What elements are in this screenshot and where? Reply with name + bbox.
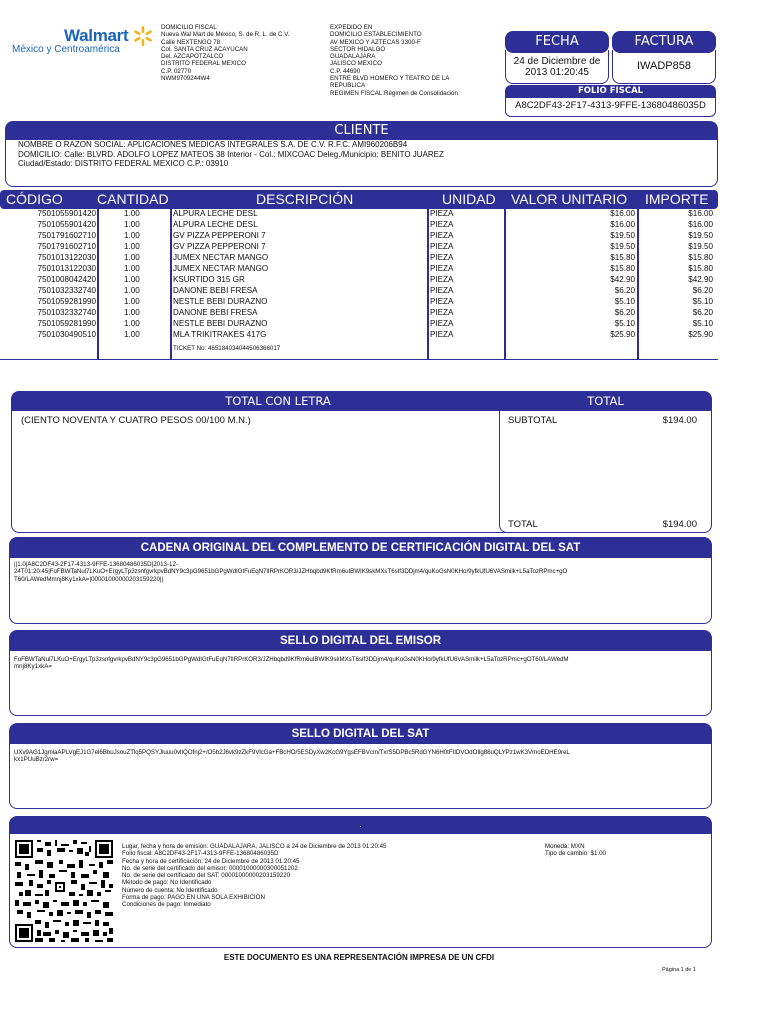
folio-fiscal-box xyxy=(505,96,716,117)
expedition-line: SECTOR HIDALGO xyxy=(330,45,386,53)
certificate-detail-line: Folio fiscal: A8C2DF43-2F17-4313-9FFE-13680486035D xyxy=(122,850,279,858)
expedition-line: DOMICILIO ESTABLECIMIENTO xyxy=(330,31,422,39)
currency-info xyxy=(545,843,685,858)
cell-unidad: PIEZA xyxy=(430,242,454,251)
cell-descripcion: GV PIZZA PEPPERONI 7 xyxy=(173,242,266,251)
cell-cantidad: 1.00 xyxy=(124,220,140,229)
cadena-title: CADENA ORIGINAL DEL COMPLEMENTO DE CERTIFICACIÓN DIGITAL DEL SAT xyxy=(140,542,581,554)
cell-codigo: 7501059281990 xyxy=(37,297,96,306)
cell-importe: $16.00 xyxy=(688,220,713,229)
cliente-title-bar xyxy=(6,122,717,140)
cell-codigo: 7501032332740 xyxy=(37,286,96,295)
sello-sat-line: UXv9AG1JgmlaAPLVgEJ1G7el6BbuJsouZTlq5PQSYJluuu0vlIQOfnj2+/O5b2J6vk9zZkF9VlcGa+FBcHO/5ESDyXw2KcG9YgsEFBVcm/TxrS5DPBc5RdGYN6H0tFIIDVOdOIlg88uQLYPz1wK3VmoEDHE9reL xyxy=(14,749,570,756)
cell-codigo: 7501059281990 xyxy=(37,319,96,328)
folio-fiscal-label: FOLIO FISCAL xyxy=(577,86,644,96)
cell-importe: $6.20 xyxy=(692,308,713,317)
cell-valor-unitario: $5.10 xyxy=(614,297,635,306)
cell-cantidad: 1.00 xyxy=(124,319,140,328)
cell-importe: $25.90 xyxy=(688,330,713,339)
expedition-line: ENTRE BLVD HOMERO Y TEATRO DE LA xyxy=(330,75,450,83)
cell-valor-unitario: $15.80 xyxy=(610,264,635,273)
logo-subtitle: México y Centroamérica xyxy=(12,44,120,55)
total-letra-box xyxy=(11,391,545,533)
certificate-detail-line: Número de cuenta: No Identificado xyxy=(122,886,218,894)
cell-cantidad: 1.00 xyxy=(124,242,140,251)
cell-descripcion: GV PIZZA PEPPERONI 7 xyxy=(173,231,266,240)
cell-codigo: 7501055901420 xyxy=(37,209,96,218)
cell-valor-unitario: $42.90 xyxy=(610,275,635,284)
expedition-line: EXPEDIDO EN xyxy=(330,24,373,31)
cell-descripcion: ALPURA LECHE DESL xyxy=(173,220,258,229)
cell-unidad: PIEZA xyxy=(430,275,454,284)
issuer-line: DOMICILIO FISCAL xyxy=(161,24,217,31)
col-header-valor-unitario: VALOR UNITARIO xyxy=(511,191,628,207)
cell-cantidad: 1.00 xyxy=(124,253,140,262)
expedition-line: AV MEXICO Y AZTECAS 3300-F xyxy=(330,38,421,46)
cell-codigo: 7501791602710 xyxy=(37,231,96,240)
cell-unidad: PIEZA xyxy=(430,264,454,273)
expedition-line: REGIMEN FISCAL:Régimen de Consolidación xyxy=(330,89,458,97)
expedition-block xyxy=(330,24,505,97)
expedition-line: C.P. 44690 xyxy=(330,67,361,75)
logo-wordmark: Walmart xyxy=(64,26,129,45)
col-header-codigo: CÓDIGO xyxy=(6,191,63,207)
issuer-line: DISTRITO FEDERAL MEXICO xyxy=(161,60,246,68)
table-row xyxy=(0,220,718,230)
cell-codigo: 7501055901420 xyxy=(37,220,96,229)
certificate-detail-line: Lugar, fecha y hora de emisión: GUADALAJARA, JALISCO a 24 de Diciembre de 2013 01:20:45 xyxy=(122,843,387,850)
totals-title: TOTAL xyxy=(587,394,624,408)
col-header-cantidad: CANTIDAD xyxy=(97,191,169,207)
certificate-title: . xyxy=(359,820,362,830)
walmart-logo xyxy=(12,24,152,64)
cell-codigo: 7501013122030 xyxy=(37,253,96,262)
certificate-detail-line: Condiciones de pago: Inmediato xyxy=(122,901,211,909)
issuer-line: Del. AZCAPOTZALCO xyxy=(161,53,224,61)
cell-codigo: 7501032332740 xyxy=(37,308,96,317)
cell-cantidad: 1.00 xyxy=(124,209,140,218)
cell-unidad: PIEZA xyxy=(430,231,454,240)
table-row xyxy=(0,209,718,219)
factura-value: IWADP858 xyxy=(636,60,691,72)
cell-valor-unitario: $16.00 xyxy=(610,220,635,229)
table-row xyxy=(0,264,718,274)
sello-sat-title-bar xyxy=(10,724,711,744)
table-row xyxy=(0,253,718,263)
cell-descripcion: DANONE BEBI FRESA xyxy=(173,286,258,295)
issuer-line: Calle NEXTENGO 78 xyxy=(161,38,221,46)
cell-importe: $15.80 xyxy=(688,264,713,273)
table-row xyxy=(0,231,718,241)
table-row xyxy=(0,308,718,318)
subtotal-value: $194.00 xyxy=(662,415,697,426)
cell-unidad: PIEZA xyxy=(430,253,454,262)
cell-codigo: 7501008042420 xyxy=(37,275,96,284)
cell-importe: $5.10 xyxy=(692,319,713,328)
subtotal-label: SUBTOTAL xyxy=(508,415,558,426)
total-letra-title: TOTAL CON LETRA xyxy=(225,394,331,408)
cell-importe: $6.20 xyxy=(692,286,713,295)
cell-unidad: PIEZA xyxy=(430,330,454,339)
ticket-number: TICKET No: 465184034044506366017 xyxy=(173,345,281,352)
certificate-detail-line: Método de pago: No Identificado xyxy=(122,879,212,887)
cell-codigo: 7501030490510 xyxy=(37,330,96,339)
sello-sat-title: SELLO DIGITAL DEL SAT xyxy=(291,728,430,740)
sello-emisor-line: FoFBWTaNul7LKuO+ErgyLTp3zsnfgvrkpvBdNY9c3pG9651bGPgWdIGtFuEqN7lIRPrKOR3/JZHbqbd9KfRm6uIBWIK9skMXsT6sIf3DDjm4/quKoGsN0KHo/9yfkUfU6VASmilk+L5aTozRPmc+gOT60/LAWedM xyxy=(14,656,569,663)
sello-sat-line: kx1PUuBz/2rw= xyxy=(14,756,59,764)
folio-fiscal-value: A8C2DF43-2F17-4313-9FFE-13680486035D xyxy=(515,100,706,111)
cell-cantidad: 1.00 xyxy=(124,264,140,273)
issuer-line: NWM9709244W4 xyxy=(161,75,210,83)
sello-emisor-title-bar xyxy=(10,631,711,651)
moneda: Moneda: MXN xyxy=(545,843,585,850)
sello-emisor-line: mnj8Ky1xkA= xyxy=(14,663,53,671)
cell-cantidad: 1.00 xyxy=(124,275,140,284)
totals-box xyxy=(499,391,712,533)
fecha-value-box xyxy=(505,50,609,84)
cell-descripcion: NESTLE BEBI DURAZNO xyxy=(173,297,268,306)
cadena-line: ||1.0|A8C2DF43-2F17-4313-9FFE-13680486035D|2013-12- xyxy=(14,561,178,568)
cliente-line: Ciudad/Estado: DISTRITO FEDERAL MEXICO C.P.: 03910 xyxy=(18,159,229,169)
sello-emisor-box xyxy=(9,630,712,716)
totals-title-bar xyxy=(500,392,711,411)
cell-descripcion: KSURTIDO 315 GR xyxy=(173,275,245,284)
certificate-detail-line: Fecha y hora de certificación: 24 de Diciembre de 2013 01:20:45 xyxy=(122,857,300,865)
page-number: Página 1 de 1 xyxy=(662,967,696,973)
table-row xyxy=(0,275,718,285)
cell-descripcion: NESTLE BEBI DURAZNO xyxy=(173,319,268,328)
cell-valor-unitario: $6.20 xyxy=(614,286,635,295)
issuer-line: Col. SANTA CRUZ ACAYUCAN xyxy=(161,45,248,53)
cell-cantidad: 1.00 xyxy=(124,308,140,317)
tipo-de-cambio: Tipo de cambio: $1.00 xyxy=(545,850,606,858)
cell-valor-unitario: $6.20 xyxy=(614,308,635,317)
cell-descripcion: DANONE BEBI FRESA xyxy=(173,308,258,317)
cell-descripcion: MLA TRIKITRAKES 417G xyxy=(173,330,267,339)
factura-value-box xyxy=(612,50,716,84)
cell-unidad: PIEZA xyxy=(430,308,454,317)
factura-label: FACTURA xyxy=(634,34,694,49)
cell-unidad: PIEZA xyxy=(430,297,454,306)
qr-code xyxy=(15,840,113,942)
certificate-detail-line: Forma de pago: PAGO EN UNA SOLA EXHIBICION xyxy=(122,894,265,902)
sello-sat-box xyxy=(9,723,712,809)
cell-valor-unitario: $19.50 xyxy=(610,242,635,251)
fecha-value-line1: 24 de Diciembre de xyxy=(513,56,601,67)
certificate-detail-line: No. de serie del certificado del emisor: 00001000000300051202 xyxy=(122,864,298,872)
cell-codigo: 7501791602710 xyxy=(37,242,96,251)
cell-importe: $16.00 xyxy=(688,209,713,218)
table-row xyxy=(0,330,718,340)
cell-importe: $15.80 xyxy=(688,253,713,262)
cadena-original-box xyxy=(9,537,712,624)
cliente-line: NOMBRE O RAZON SOCIAL: APLICACIONES MEDICAS INTEGRALES S.A. DE C.V. R.F.C. AMI960206B94 xyxy=(18,140,408,149)
cell-valor-unitario: $16.00 xyxy=(610,209,635,218)
items-table-body xyxy=(0,209,718,359)
cell-importe: $19.50 xyxy=(688,242,713,251)
cell-importe: $19.50 xyxy=(688,231,713,240)
cell-descripcion: JUMEX NECTAR MANGO xyxy=(173,264,269,273)
cell-descripcion: ALPURA LECHE DESL xyxy=(173,209,258,218)
cell-valor-unitario: $19.50 xyxy=(610,231,635,240)
cadena-title-bar xyxy=(10,538,711,558)
table-row xyxy=(0,286,718,296)
col-header-unidad: UNIDAD xyxy=(442,191,496,207)
certificate-detail-line: No. de serie del certificado del SAT: 00001000000203159220 xyxy=(122,872,291,880)
issuer-block xyxy=(161,24,331,82)
cell-importe: $5.10 xyxy=(692,297,713,306)
cadena-line: 24T01:20:45|FoFBWTaNul7LKuO+ErgyLTp3zsnfgvrkpvBdNY9c3pG9651bGPgWdIGtFuEqN7lIRPrKOR3/JZHbqbd9KfRm6uIBWIK9skMXsT6sIf3DDjm4/quKoGsN0KHo/9yfkUfU6VASmilk+L5aTozRPmc+gO xyxy=(14,568,568,576)
issuer-line: Nueva Wal Mart de México, S. de R. L. de C.V. xyxy=(161,31,290,39)
sello-emisor-title: SELLO DIGITAL DEL EMISOR xyxy=(279,635,441,647)
cell-valor-unitario: $15.80 xyxy=(610,253,635,262)
expedition-line: REPUBLICA xyxy=(330,82,366,90)
cadena-line: T60/LAWedMmnj8Ky1xkA=|00001000000203159220|| xyxy=(14,575,164,583)
total-value: $194.00 xyxy=(662,519,697,530)
certificate-title-bar xyxy=(10,817,711,834)
spark-icon xyxy=(132,25,154,47)
total-label: TOTAL xyxy=(508,519,538,530)
expedition-line: JALISCO MEXICO xyxy=(330,60,382,68)
fecha-value-line2: 2013 01:20:45 xyxy=(525,67,589,78)
table-row xyxy=(0,319,718,329)
cell-codigo: 7501013122030 xyxy=(37,264,96,273)
cell-cantidad: 1.00 xyxy=(124,231,140,240)
issuer-line: C.P. 02770 xyxy=(161,67,192,75)
total-letra-title-bar xyxy=(12,392,544,411)
cell-cantidad: 1.00 xyxy=(124,286,140,295)
cell-unidad: PIEZA xyxy=(430,209,454,218)
col-header-importe: IMPORTE xyxy=(645,191,709,207)
cell-cantidad: 1.00 xyxy=(124,297,140,306)
cliente-title: CLIENTE xyxy=(334,123,389,138)
cliente-box xyxy=(5,121,718,187)
table-row xyxy=(0,242,718,252)
cell-cantidad: 1.00 xyxy=(124,330,140,339)
cliente-line: DOMICILIO: Calle: BLVRD. ADOLFO LOPEZ MATEOS 38 Interior - Col.: MIXCOAC Deleg./Municipio: BENITO JUAREZ xyxy=(18,149,444,159)
items-table-header xyxy=(0,190,718,209)
cell-valor-unitario: $25.90 xyxy=(610,330,635,339)
expedition-line: GUADALAJARA xyxy=(330,53,376,61)
table-row xyxy=(0,297,718,307)
cell-descripcion: JUMEX NECTAR MANGO xyxy=(173,253,269,262)
cell-unidad: PIEZA xyxy=(430,220,454,229)
cell-valor-unitario: $5.10 xyxy=(614,319,635,328)
col-header-descripcion: DESCRIPCIÓN xyxy=(256,191,354,207)
cell-unidad: PIEZA xyxy=(430,319,454,328)
qr-code-image xyxy=(15,840,113,942)
table-bottom-line xyxy=(0,359,718,360)
cell-importe: $42.90 xyxy=(688,275,713,284)
certificate-details xyxy=(122,843,522,909)
total-letra-text: (CIENTO NOVENTA Y CUATRO PESOS 00/100 M.N.) xyxy=(21,415,251,426)
cfdi-legend: ESTE DOCUMENTO ES UNA REPRESENTACIÓN IMPRESA DE UN CFDI xyxy=(223,953,495,962)
fecha-label: FECHA xyxy=(535,34,579,49)
cell-unidad: PIEZA xyxy=(430,286,454,295)
